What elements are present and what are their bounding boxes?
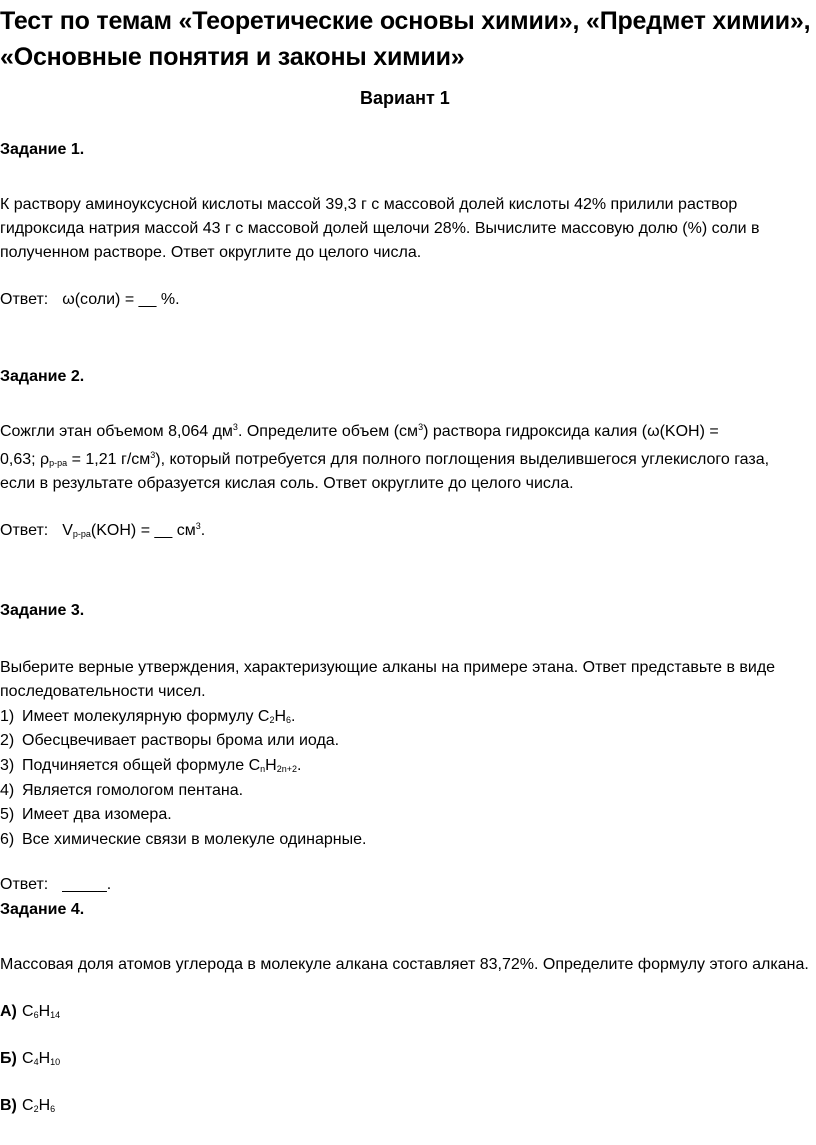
answer-option-b	[0, 1051, 60, 1067]
list-text: .	[291, 708, 296, 725]
task1-line3: полученном растворе. Ответ округлите до целого числа.	[0, 244, 422, 261]
task2-answer-part: .	[200, 522, 206, 539]
task2-line1-part: Сожгли этан объемом 8,064 дм	[0, 423, 233, 440]
subscript: 6	[50, 1104, 56, 1114]
task3-line2: последовательности чисел.	[0, 683, 206, 700]
subscript: р-ра	[49, 458, 68, 468]
option-letter: В)	[0, 1097, 17, 1114]
subscript: n	[260, 764, 266, 774]
list-text: Является гомологом пентана.	[22, 782, 244, 799]
task3-line1: Выберите верные утверждения, характеризующие алканы на примере этана. Ответ представьте в виде	[0, 659, 776, 676]
task1-answer	[0, 292, 180, 308]
test-title-line1: Тест по темам «Теоретические основы химии», «Предмет химии»,	[0, 7, 811, 35]
task2-line1-part: ) раствора гидроксида калия (ω(KOH) =	[423, 423, 719, 440]
list-text: Обесцвечивает растворы брома или иода.	[22, 732, 340, 749]
task2-line2-part: ), который потребуется для полного поглощения выделившегося углекислого газа,	[155, 451, 770, 468]
superscript: 3	[150, 450, 156, 460]
task4-heading: Задание 4.	[0, 901, 85, 918]
variant-heading: Вариант 1	[360, 88, 450, 108]
list-item	[0, 783, 243, 799]
task2-line2	[0, 452, 769, 468]
subscript: 14	[50, 1010, 61, 1020]
superscript: 3	[418, 422, 424, 432]
task2-line1	[0, 424, 719, 440]
option-letter: А)	[0, 1003, 17, 1020]
task2-answer	[0, 523, 205, 539]
subscript: 6	[33, 1010, 39, 1020]
subscript: 4	[33, 1057, 39, 1067]
list-number: 2)	[0, 732, 15, 749]
list-item	[0, 832, 366, 848]
task4-line1: Массовая доля атомов углерода в молекуле алкана составляет 83,72%. Определите формулу этого алкана.	[0, 956, 809, 973]
list-text: H	[265, 757, 277, 774]
list-text: .	[297, 757, 302, 774]
task3-answer	[0, 877, 111, 893]
list-number: 3)	[0, 757, 15, 774]
task3-heading: Задание 3.	[0, 602, 85, 619]
formula-text: H	[38, 1003, 51, 1020]
task2-answer-label: Ответ:	[0, 522, 49, 539]
task2-answer-part: (KOH) = __ см	[90, 522, 196, 539]
subscript: 2	[269, 715, 275, 725]
list-text: Подчиняется общей формуле C	[22, 757, 261, 774]
option-letter: Б)	[0, 1050, 17, 1067]
list-number: 1)	[0, 708, 15, 725]
list-text: H	[274, 708, 287, 725]
answer-option-c	[0, 1098, 55, 1114]
formula-text: H	[38, 1050, 51, 1067]
list-item	[0, 807, 172, 823]
task2-line2-part: = 1,21 г/см	[67, 451, 151, 468]
list-number: 5)	[0, 806, 15, 823]
task2-line3: если в результате образуется кислая соль. Ответ округлите до целого числа.	[0, 475, 574, 492]
formula-text: C	[22, 1050, 34, 1067]
subscript: 6	[286, 715, 292, 725]
formula-text: C	[22, 1003, 34, 1020]
task2-heading: Задание 2.	[0, 368, 85, 385]
task2-line1-part: . Определите объем (см	[237, 423, 419, 440]
list-text: Все химические связи в молекуле одинарные.	[22, 831, 367, 848]
subscript: 2	[33, 1104, 39, 1114]
list-text: Имеет молекулярную формулу C	[22, 708, 270, 725]
list-number: 4)	[0, 782, 15, 799]
subscript: 2n+2	[276, 764, 297, 774]
task3-answer-label: Ответ:	[0, 876, 49, 893]
task3-answer-blank: _____.	[62, 876, 112, 893]
list-item	[0, 709, 296, 725]
task1-answer-label: Ответ:	[0, 291, 49, 308]
test-title-line2: «Основные понятия и законы химии»	[0, 43, 465, 71]
list-number: 6)	[0, 831, 15, 848]
subscript: р-ра	[72, 529, 91, 539]
superscript: 3	[195, 521, 201, 531]
subscript: 10	[50, 1057, 61, 1067]
task1-line2: гидроксида натрия массой 43 г с массовой долей щелочи 28%. Вычислите массовую долю (%) соли в	[0, 220, 760, 237]
task1-line1: К раствору аминоуксусной кислоты массой 39,3 г с массовой долей кислоты 42% прилили раствор	[0, 196, 738, 213]
superscript: 3	[232, 422, 238, 432]
task2-line2-part: 0,63; ρ	[0, 451, 50, 468]
task1-answer-expression: ω(соли) = __ %.	[62, 291, 180, 308]
answer-option-a	[0, 1004, 60, 1020]
task2-answer-part: V	[62, 522, 73, 539]
task1-heading: Задание 1.	[0, 141, 85, 158]
list-item	[0, 733, 339, 749]
formula-text: C	[22, 1097, 34, 1114]
formula-text: H	[38, 1097, 51, 1114]
list-item	[0, 758, 301, 774]
list-text: Имеет два изомера.	[22, 806, 172, 823]
